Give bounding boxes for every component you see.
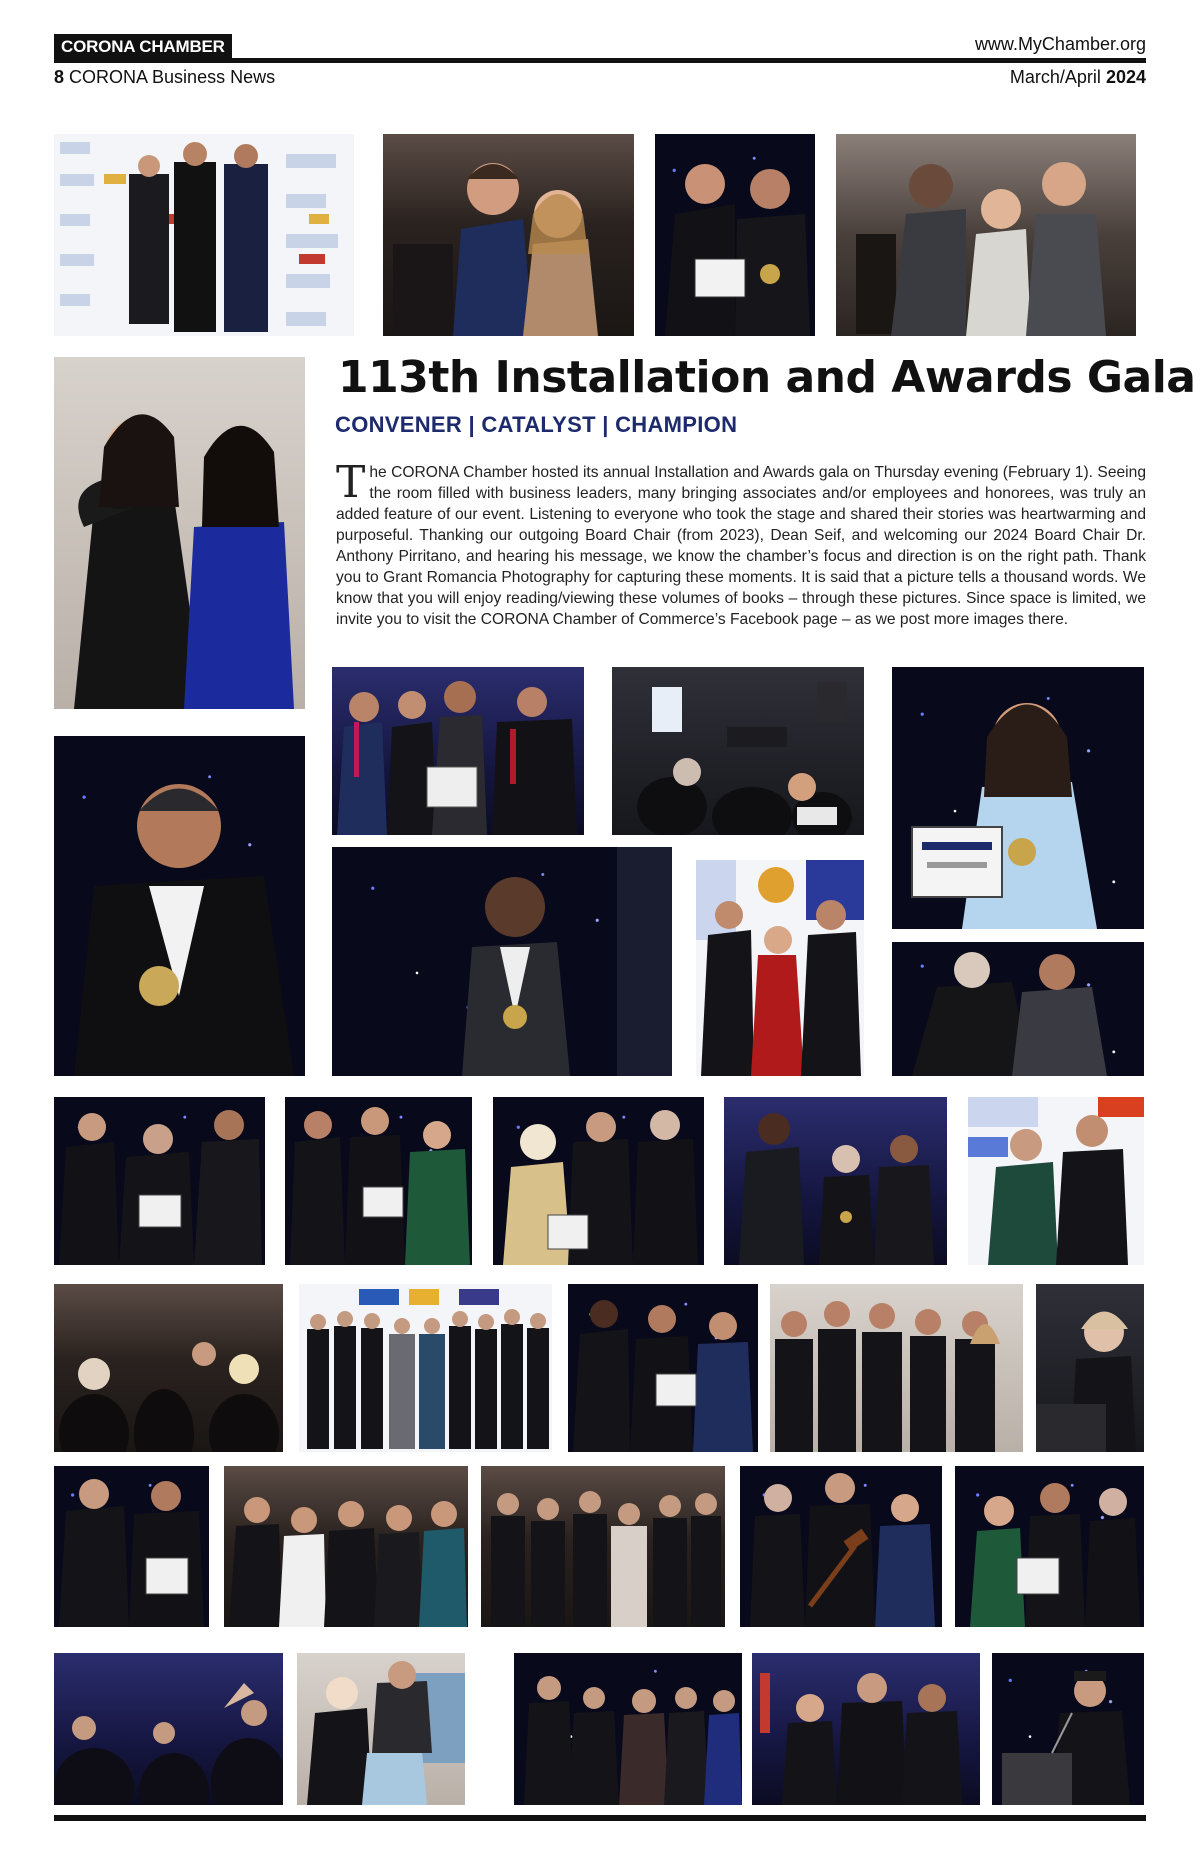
- photo-sponsor-wall-trio: [54, 134, 354, 336]
- photo-five-guests-stars: [514, 1653, 742, 1805]
- photo-duo-certificate: [54, 1466, 209, 1627]
- footer-rule: [54, 1815, 1146, 1821]
- photo-kathy-armstrong-award: [892, 667, 1144, 929]
- photo-family-honoree: [332, 667, 584, 835]
- article-title: 113th Installation and Awards Gala: [338, 352, 1196, 403]
- article-body: [336, 457, 1146, 630]
- section-name: CORONA Business News: [69, 67, 276, 87]
- photo-guests-with-flags: [752, 1653, 980, 1805]
- photo-applauding-crowd: [54, 1653, 283, 1805]
- photo-sponsor-backdrop-duo: [968, 1097, 1144, 1265]
- issue-date: [1010, 67, 1146, 88]
- photo-young-couple: [383, 134, 634, 336]
- article-body-text: he CORONA Chamber hosted its annual Installation and Awards gala on Thursday evening (February 1). Seeing the room filled with business leaders, many bringing associates and/or employees and honorees, was truly an added feature of our event. Listening to everyone who took the stage and shared their stories was heartwarming and purposeful. Thanking our outgoing Board Chair (from 2023), Dean Seif, and welcoming our 2024 Board Chair Dr. Anthony Pirritano, and hearing his message, we know the chamber’s focus and direction is on the right path. Thank you to Grant Romancia Photography for capturing these moments. It is said that a picture tells a thousand words. We know that you will enjoy reading/viewing these volumes of books – through these pictures. Since space is limited, we invite you to visit the CORONA Chamber of Commerce’s Facebook page – as we post more images there.: [336, 464, 1146, 628]
- photo-honoree-medal-portrait: [54, 736, 305, 1076]
- chamber-website-link[interactable]: www.MyChamber.org: [974, 34, 1146, 54]
- article-dropcap: T: [336, 457, 366, 508]
- issue-month: March/April: [1009, 67, 1101, 87]
- photo-six-guests: [770, 1284, 1023, 1452]
- photo-five-women: [224, 1466, 468, 1627]
- photo-ballroom-speaker: [612, 667, 864, 835]
- photo-award-duo: [655, 134, 815, 336]
- issue-year: 2024: [1105, 67, 1146, 87]
- photo-trio-certificate-c: [568, 1284, 758, 1452]
- photo-two-women-gowns: [54, 357, 305, 709]
- photo-board-group-backdrop: [299, 1284, 552, 1452]
- photo-red-dress-trio: [696, 860, 864, 1076]
- photo-medal-recipients: [724, 1097, 947, 1265]
- article-subtitle: CONVENER | CATALYST | CHAMPION: [335, 412, 738, 437]
- photo-gavel-handoff: [740, 1466, 942, 1627]
- header-rule: [54, 58, 1146, 63]
- page-number: 8: [54, 67, 65, 87]
- photo-young-honoree-medal: [332, 847, 672, 1076]
- photo-conversation-group: [836, 134, 1136, 336]
- photo-podium-speaker-man: [992, 1653, 1144, 1805]
- photo-ballroom-crowd: [54, 1284, 283, 1452]
- photo-green-gown-trio: [955, 1466, 1144, 1627]
- photo-embrace-greeting: [892, 942, 1144, 1076]
- photo-trio-certificate-b: [285, 1097, 472, 1265]
- photo-blonde-honoree-trio: [493, 1097, 704, 1265]
- photo-selfie-couple: [297, 1653, 465, 1805]
- photo-large-group-ballroom: [481, 1466, 725, 1627]
- photo-podium-speaker-woman: [1036, 1284, 1144, 1452]
- chamber-brand-label: CORONA CHAMBER: [54, 34, 232, 60]
- page-folio: [54, 67, 275, 88]
- photo-trio-certificate-a: [54, 1097, 265, 1265]
